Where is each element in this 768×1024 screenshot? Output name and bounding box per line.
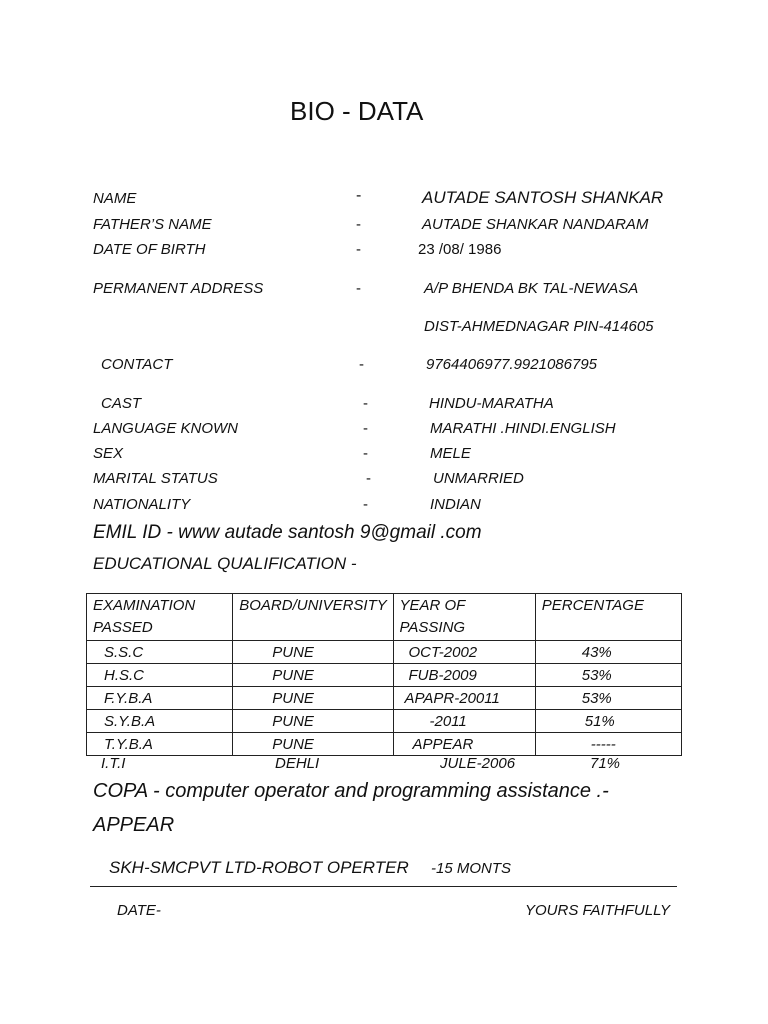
exam-cell: S.S.C — [87, 641, 233, 664]
iti-percentage: 71% — [590, 755, 621, 772]
percentage-cell: ----- — [535, 733, 681, 756]
header-examination — [87, 594, 233, 641]
dob-value: 23 /08/ 1986 — [418, 241, 502, 258]
year-cell: APPEAR — [393, 733, 535, 756]
copa-line2: APPEAR — [93, 814, 175, 836]
header-examination-line2: PASSED — [93, 619, 153, 636]
dob-label: DATE OF BIRTH — [93, 241, 206, 258]
header-year-line1: YEAR OF — [399, 597, 466, 614]
header-board-line1: BOARD/UNIVERSITY — [239, 597, 387, 614]
board-cell: PUNE — [233, 641, 393, 664]
percentage-cell: 53% — [535, 664, 681, 687]
language-label: LANGUAGE KNOWN — [93, 420, 239, 437]
email-line: EMIL ID - www autade santosh 9@gmail .com — [93, 522, 482, 543]
year-cell: APAPR-20011 — [393, 687, 535, 710]
board-cell: PUNE — [233, 710, 393, 733]
board-cell: PUNE — [233, 687, 393, 710]
exam-cell: S.Y.B.A — [87, 710, 233, 733]
header-percentage — [535, 594, 681, 641]
name-separator: - — [356, 187, 362, 204]
father-name-value: AUTADE SHANKAR NANDARAM — [422, 216, 649, 233]
iti-year: JULE-2006 — [440, 755, 516, 772]
copa-line1: COPA - computer operator and programming assistance .- — [93, 780, 609, 802]
cast-value: HINDU-MARATHA — [429, 395, 554, 412]
header-percentage-line1: PERCENTAGE — [541, 597, 644, 614]
education-heading: EDUCATIONAL QUALIFICATION - — [93, 554, 357, 573]
cast-separator: - — [363, 395, 368, 412]
marital-status-label: MARITAL STATUS — [93, 470, 218, 487]
address-line2: DIST-AHMEDNAGAR PIN-414605 — [424, 318, 654, 335]
marital-status-value: UNMARRIED — [433, 470, 524, 487]
nationality-value: INDIAN — [430, 496, 481, 513]
nationality-separator: - — [363, 496, 368, 513]
father-name-separator: - — [356, 216, 361, 233]
dob-separator: - — [356, 241, 361, 258]
iti-board: DEHLI — [275, 755, 320, 772]
header-year-line2: PASSING — [399, 619, 466, 636]
sex-separator: - — [363, 445, 368, 462]
header-board — [233, 594, 393, 641]
table-row — [87, 733, 682, 756]
name-value — [422, 188, 663, 208]
table-row — [87, 687, 682, 710]
sex-label: SEX — [93, 445, 124, 462]
education-table — [86, 593, 682, 756]
year-cell: FUB-2009 — [393, 664, 535, 687]
marital-status-separator: - — [366, 470, 371, 487]
address-line1: A/P BHENDA BK TAL-NEWASA — [424, 280, 639, 297]
exam-cell: F.Y.B.A — [87, 687, 233, 710]
board-cell: PUNE — [233, 733, 393, 756]
contact-separator: - — [359, 356, 364, 373]
table-row — [87, 664, 682, 687]
name-label: NAME — [93, 190, 137, 207]
experience-company: SKH-SMCPVT LTD-ROBOT OPERTER — [109, 858, 409, 877]
date-label: DATE- — [117, 902, 161, 919]
language-value: MARATHI .HINDI.ENGLISH — [430, 420, 616, 437]
header-examination-line1: EXAMINATION — [93, 597, 196, 614]
language-separator: - — [363, 420, 368, 437]
address-label: PERMANENT ADDRESS — [93, 280, 264, 297]
divider-line — [90, 886, 677, 887]
year-cell: OCT-2002 — [393, 641, 535, 664]
address-separator: - — [356, 280, 361, 297]
table-row — [87, 641, 682, 664]
percentage-cell: 51% — [535, 710, 681, 733]
nationality-label: NATIONALITY — [93, 496, 191, 513]
table-header-row — [87, 594, 682, 641]
cast-label: CAST — [101, 395, 142, 412]
father-name-label: FATHER’S NAME — [93, 216, 212, 233]
exam-cell: H.S.C — [87, 664, 233, 687]
sex-value: MELE — [430, 445, 471, 462]
page-title: BIO - DATA — [290, 96, 424, 126]
percentage-cell: 43% — [535, 641, 681, 664]
exam-cell: T.Y.B.A — [87, 733, 233, 756]
header-year — [393, 594, 535, 641]
percentage-cell: 53% — [535, 687, 681, 710]
name-value-text: AUTADE SANTOSH SHANKAR — [422, 188, 664, 207]
iti-exam: I.T.I — [101, 755, 126, 772]
closing-text: YOURS FAITHFULLY — [525, 902, 671, 919]
contact-value: 9764406977.9921086795 — [426, 356, 598, 373]
table-row — [87, 710, 682, 733]
contact-label: CONTACT — [101, 356, 173, 373]
board-cell: PUNE — [233, 664, 393, 687]
experience-duration: -15 MONTS — [431, 860, 512, 877]
year-cell: -2011 — [393, 710, 535, 733]
